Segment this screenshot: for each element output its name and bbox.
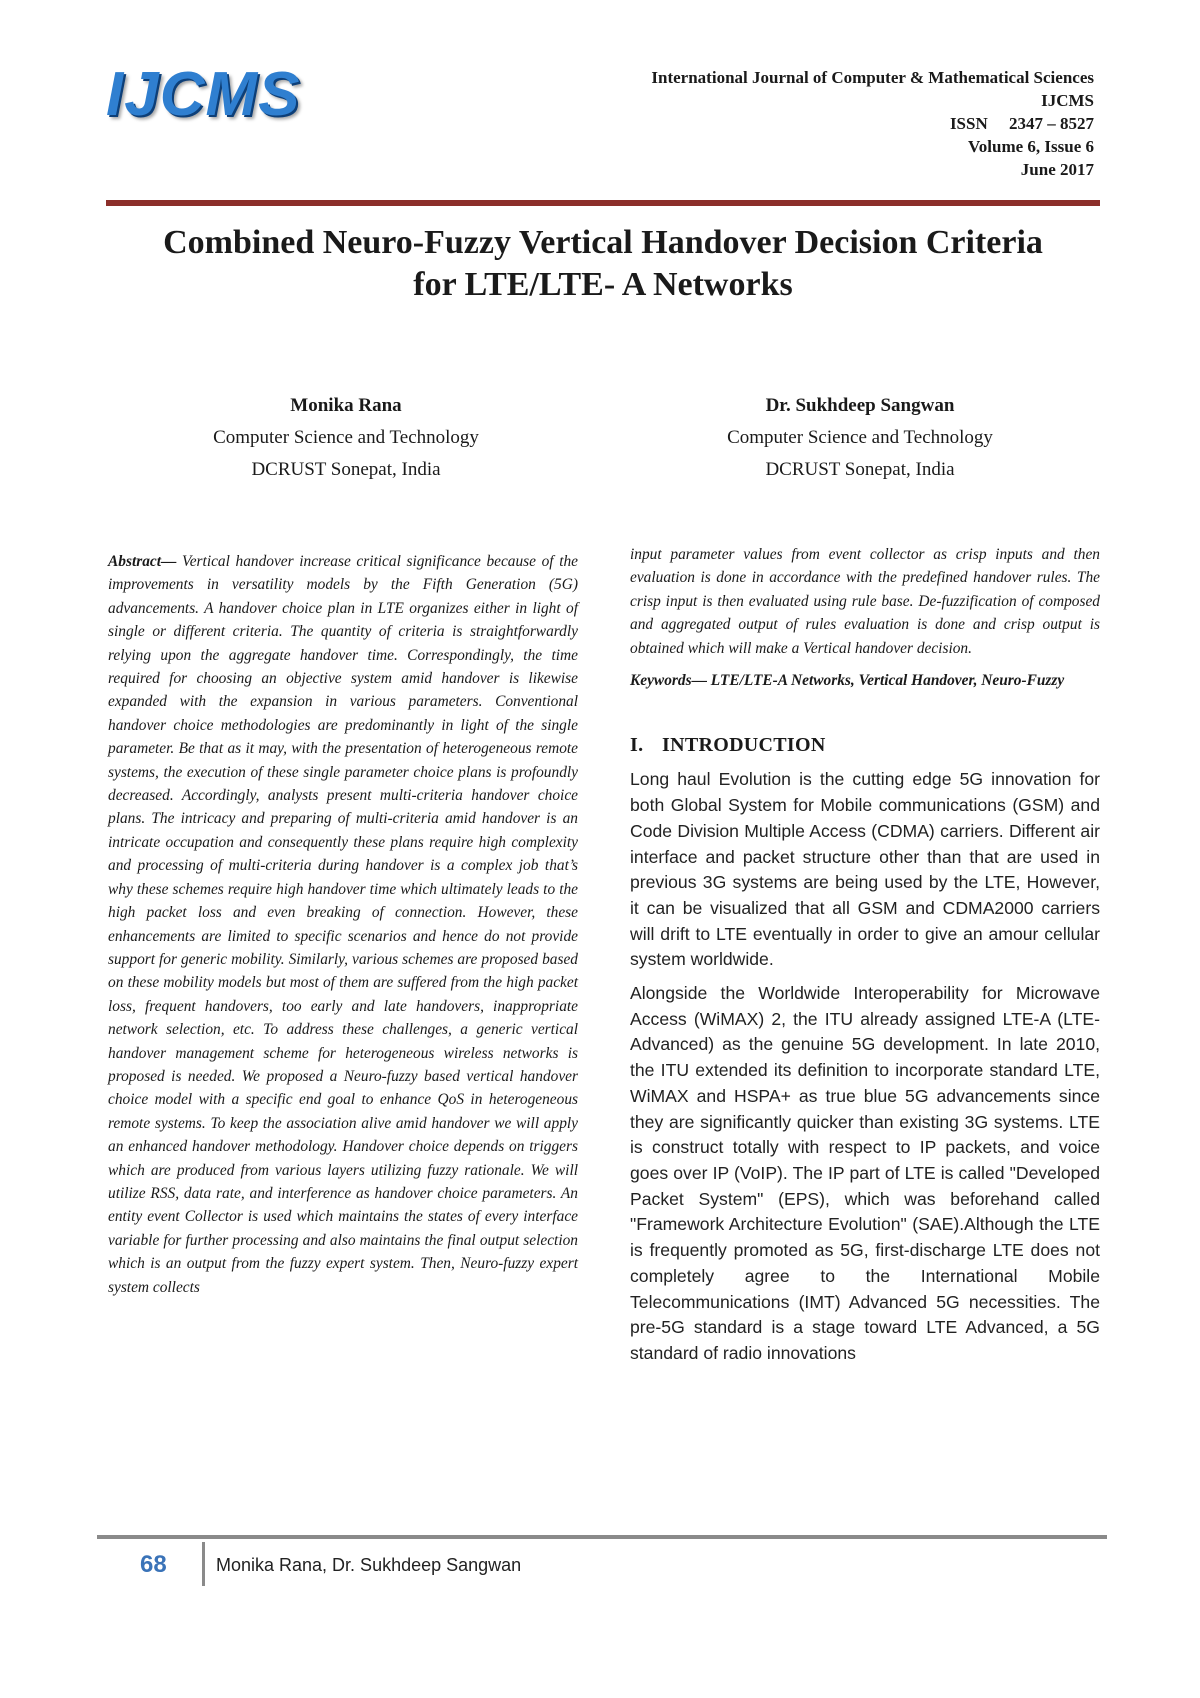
journal-logo: IJCMS bbox=[106, 60, 301, 129]
abstract-continuation: input parameter values from event collector as crisp inputs and then evaluation is done in accordance with the predefined handover rules. The crisp input is then evaluated using rule base. De-fuzzification of composed and aggregated output of rules evaluation is done and crisp output is obtained which will make a Vertical handover decision. bbox=[630, 546, 1100, 657]
header-divider bbox=[106, 200, 1100, 206]
author-block-2 bbox=[680, 390, 1040, 486]
keywords: Keywords— LTE/LTE-A Networks, Vertical Handover, Neuro-Fuzzy bbox=[630, 672, 1065, 690]
abstract-text: Vertical handover increase critical significance because of the improvements in versatility models by the Fifth Generation (5G) advancements. A handover choice plan in LTE organizes either in light of single or different criteria. The quantity of criteria is straightforwardly relying upon the aggregate handover time. Correspondingly, the time required for choosing an objective system amid handover is likewise expanded with the expansion in various parameters. Conventional handover choice methodologies are predominantly in light of the single parameter. Be that as it may, with the presentation of heterogeneous remote systems, the execution of these single parameter choice plans is profoundly decreased. Accordingly, analysts present multi-criteria handover choice plans. The intricacy and preparing of multi-criteria amid handover is an intricate occupation and consequently these plans require high complexity and processing of multi-criteria during handover is a complex job that’s why these schemes require high handover time which ultimately leads to the high packet loss and even breaking of connection. However, these enhancements are limited to specific scenarios and hence do not provide support for generic mobility. Similarly, various schemes are proposed based on these mobility models but most of them are suffered from the high packet loss, frequent handovers, too early and late handovers, inappropriate network selection, etc. To address these challenges, a generic vertical handover management scheme for heterogeneous wireless networks is proposed is needed. We proposed a Neuro-fuzzy based vertical handover choice model with a specific end goal to enhance QoS in heterogeneous remote systems. To keep the association alive amid handover we will apply an enhanced handover methodology. Handover choice depends on triggers which are produced from various layers utilizing fuzzy rationale. We will utilize RSS, data rate, and interference as handover choice parameters. An entity event Collector is used which maintains the states of every interface variable for further processing and also maintains the final output selection which is an output from the fuzzy expert system. Then, Neuro-fuzzy expert system collects bbox=[108, 553, 578, 1296]
abstract bbox=[108, 550, 578, 1299]
intro-paragraph-2: Alongside the Worldwide Interoperability for Microwave Access (WiMAX) 2, the ITU already assigned LTE-A (LTE-Advanced) as the genuine 5G development. In late 2010, the ITU extended its definition to incorporate standard LTE, WiMAX and HSPA+ as true blue 5G advancements since they are significantly quicker than existing 3G systems. LTE is construct totally with respect to IP packets, and voice goes over IP (VoIP). The IP part of LTE is called "Developed Packet System" (EPS), which was beforehand called "Framework Architecture Evolution" (SAE).Although the LTE is frequently promoted as 5G, first-discharge LTE does not completely agree to the International Mobile Telecommunications (IMT) Advanced 5G necessities. The pre-5G standard is a stage toward LTE Advanced, a 5G standard of radio innovations bbox=[630, 983, 1100, 1363]
author-name: Dr. Sukhdeep Sangwan bbox=[765, 395, 955, 416]
page-number: 68 bbox=[140, 1551, 167, 1578]
intro-paragraph-1: Long haul Evolution is the cutting edge 5G innovation for both Global System for Mobile communications (GSM) and Code Division Multiple Access (CDMA) carriers. Different air interface and packet structure other than that are used in previous 3G systems are being used by the LTE, However, it can be visualized that all GSM and CDMA2000 carriers will drift to LTE eventually in order to give an amour cellular system worldwide. bbox=[630, 769, 1100, 970]
paper-title-line-2: for LTE/LTE- A Networks bbox=[413, 266, 793, 303]
author-affiliation: DCRUST Sonepat, India bbox=[251, 459, 441, 480]
author-affiliation: DCRUST Sonepat, India bbox=[765, 459, 955, 480]
author-dept: Computer Science and Technology bbox=[727, 427, 993, 448]
journal-name: International Journal of Computer & Mathematical Sciences bbox=[651, 68, 1094, 87]
section-title: INTRODUCTION bbox=[662, 734, 826, 757]
author-block-1 bbox=[166, 390, 526, 486]
abstract-label: Abstract— bbox=[108, 553, 177, 570]
paper-title-line-1: Combined Neuro-Fuzzy Vertical Handover Decision Criteria bbox=[163, 224, 1043, 261]
author-dept: Computer Science and Technology bbox=[213, 427, 479, 448]
journal-issn: ISSN 2347 – 8527 bbox=[949, 114, 1094, 133]
journal-date: June 2017 bbox=[1020, 160, 1094, 179]
footer-authors: Monika Rana, Dr. Sukhdeep Sangwan bbox=[216, 1555, 522, 1575]
section-heading-introduction bbox=[630, 734, 1100, 757]
footer-vertical-divider bbox=[202, 1542, 205, 1586]
section-number: I. bbox=[630, 734, 644, 757]
journal-volume-issue: Volume 6, Issue 6 bbox=[968, 137, 1094, 156]
journal-info-block bbox=[651, 66, 1094, 181]
left-column bbox=[108, 550, 578, 1299]
footer-divider bbox=[97, 1535, 1107, 1539]
author-name: Monika Rana bbox=[290, 395, 402, 416]
right-column bbox=[630, 543, 1100, 1375]
journal-abbr: IJCMS bbox=[1041, 91, 1094, 110]
paper-title bbox=[106, 222, 1100, 306]
